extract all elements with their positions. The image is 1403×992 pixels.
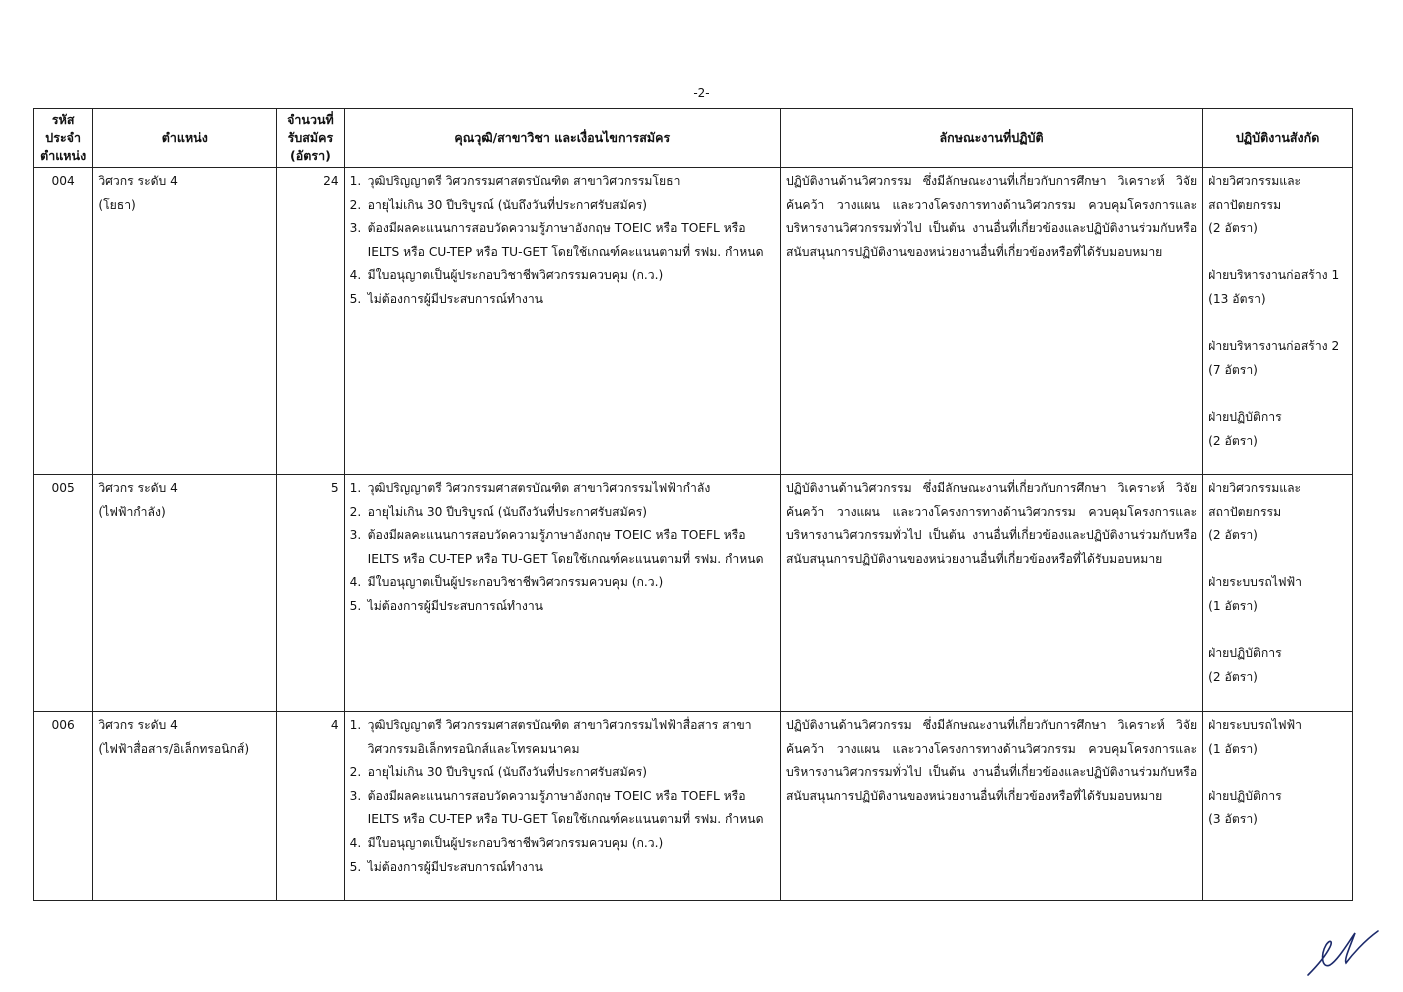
unit-name: ฝ่ายระบบรถไฟฟ้า <box>1208 575 1303 590</box>
header-count-line: จำนวนที่ <box>287 112 334 127</box>
qualification-item: 2. อายุไม่เกิน 30 ปีบริบูรณ์ (นับถึงวันที่ประกาศรับสมัคร) <box>349 197 648 212</box>
unit-name: ฝ่ายระบบรถไฟฟ้า <box>1208 718 1303 732</box>
table-row <box>34 712 1353 901</box>
unit-name: ฝ่ายวิศวกรรมและสถาปัตยกรรม <box>1208 481 1302 519</box>
header-code-line: รหัส <box>51 112 75 127</box>
position-count: 4 <box>277 712 344 901</box>
qualification-item: 4. มีใบอนุญาตเป็นผู้ประกอบวิชาชีพวิศวกรรมควบคุม (ก.ว.) <box>349 268 664 283</box>
handwritten-signature <box>1300 925 1382 980</box>
position-title-line: (ไฟฟ้าสื่อสาร/อิเล็กทรอนิกส์) <box>98 741 250 756</box>
qualification-item: 2. อายุไม่เกิน 30 ปีบริบูรณ์ (นับถึงวันที่ประกาศรับสมัคร) <box>349 765 648 780</box>
table-row <box>34 475 1353 712</box>
qualification-item: 5. ไม่ต้องการผู้มีประสบการณ์ทำงาน <box>349 859 543 874</box>
unit-quota: (13 อัตรา) <box>1208 291 1266 306</box>
units-cell <box>1203 712 1353 901</box>
units-cell <box>1203 168 1353 475</box>
unit-quota: (7 อัตรา) <box>1208 362 1258 377</box>
duties-cell: ปฏิบัติงานด้านวิศวกรรม ซึ่งมีลักษณะงานที่เกี่ยวกับการศึกษา วิเคราะห์ วิจัย ค้นคว้า วางแผน และวางโครงการทางด้านวิศวกรรม ควบคุมโครงการและบริหารงานวิศวกรรมทั่วไป เป็นต้น งานอื่นที่เกี่ยวข้องและปฏิบัติงานร่วมกับหรือสนับสนุนการปฏิบัติงานของหน่วยงานอื่นที่เกี่ยวข้องหรือที่ได้รับมอบหมาย <box>780 475 1202 712</box>
unit-name: ฝ่ายปฏิบัติการ <box>1208 788 1282 803</box>
position-code: 005 <box>34 475 93 712</box>
unit-quota: (3 อัตรา) <box>1208 812 1258 827</box>
header-position: ตำแหน่ง <box>93 109 277 168</box>
qualification-item: 4. มีใบอนุญาตเป็นผู้ประกอบวิชาชีพวิศวกรรมควบคุม (ก.ว.) <box>349 575 664 590</box>
unit-name: ฝ่ายบริหารงานก่อสร้าง 2 <box>1208 339 1340 354</box>
qualification-item: 1. วุฒิปริญญาตรี วิศวกรรมศาสตรบัณฑิต สาขาวิศวกรรมโยธา <box>349 174 681 188</box>
unit-group <box>1208 642 1347 689</box>
position-title <box>93 712 277 901</box>
unit-quota: (2 อัตรา) <box>1208 433 1258 448</box>
units-cell <box>1203 475 1353 712</box>
position-count: 5 <box>277 475 344 712</box>
unit-quota: (2 อัตรา) <box>1208 221 1258 236</box>
qualifications-list <box>350 477 775 619</box>
position-title-line: (โยธา) <box>98 197 136 212</box>
unit-name: ฝ่ายวิศวกรรมและสถาปัตยกรรม <box>1208 174 1302 212</box>
table-header <box>34 109 1353 168</box>
qualification-item: 5. ไม่ต้องการผู้มีประสบการณ์ทำงาน <box>349 598 543 613</box>
qualification-item: 3. ต้องมีผลคะแนนการสอบวัดความรู้ภาษาอังกฤษ TOEIC หรือ TOEFL หรือ IELTS หรือ CU-TEP หรือ TU-GET โดยใช้เกณฑ์คะแนนตามที่ รฟม. กำหนด <box>349 221 764 259</box>
page-number: -2- <box>693 86 710 100</box>
unit-group <box>1208 264 1347 311</box>
duties-cell: ปฏิบัติงานด้านวิศวกรรม ซึ่งมีลักษณะงานที่เกี่ยวกับการศึกษา วิเคราะห์ วิจัย ค้นคว้า วางแผน และวางโครงการทางด้านวิศวกรรม ควบคุมโครงการและบริหารงานวิศวกรรมทั่วไป เป็นต้น งานอื่นที่เกี่ยวข้องและปฏิบัติงานร่วมกับหรือสนับสนุนการปฏิบัติงานของหน่วยงานอื่นที่เกี่ยวข้องหรือที่ได้รับมอบหมาย <box>780 712 1202 901</box>
header-code <box>34 109 93 168</box>
unit-group <box>1208 477 1347 548</box>
qualifications-list <box>350 714 775 879</box>
position-title-line: วิศวกร ระดับ 4 <box>98 481 178 495</box>
qualifications-cell <box>344 475 780 712</box>
unit-group <box>1208 406 1347 453</box>
header-code-line: ประจำ <box>45 130 82 145</box>
unit-group <box>1208 714 1347 761</box>
unit-quota: (1 อัตรา) <box>1208 741 1258 756</box>
header-row <box>34 109 1353 168</box>
unit-group <box>1208 335 1347 382</box>
qualifications-list <box>350 170 775 312</box>
position-title <box>93 168 277 475</box>
unit-name: ฝ่ายปฏิบัติการ <box>1208 409 1282 424</box>
header-count-line: รับสมัคร <box>287 130 334 145</box>
qualification-item: 5. ไม่ต้องการผู้มีประสบการณ์ทำงาน <box>349 291 543 306</box>
unit-quota: (2 อัตรา) <box>1208 669 1258 684</box>
qualifications-cell <box>344 168 780 475</box>
position-code: 006 <box>34 712 93 901</box>
position-title-line: วิศวกร ระดับ 4 <box>98 718 178 732</box>
table-body <box>34 168 1353 901</box>
unit-group <box>1208 170 1347 241</box>
position-count: 24 <box>277 168 344 475</box>
qualification-item: 1. วุฒิปริญญาตรี วิศวกรรมศาสตรบัณฑิต สาขาวิศวกรรมไฟฟ้าสื่อสาร สาขาวิศวกรรมอิเล็กทรอนิกส์และโทรคมนาคม <box>349 718 752 756</box>
header-count-line: (อัตรา) <box>290 148 331 163</box>
unit-group <box>1208 785 1347 832</box>
qualification-item: 2. อายุไม่เกิน 30 ปีบริบูรณ์ (นับถึงวันที่ประกาศรับสมัคร) <box>349 504 648 519</box>
qualification-item: 4. มีใบอนุญาตเป็นผู้ประกอบวิชาชีพวิศวกรรมควบคุม (ก.ว.) <box>349 835 664 850</box>
position-title-line: (ไฟฟ้ากำลัง) <box>98 504 166 519</box>
header-duties: ลักษณะงานที่ปฏิบัติ <box>780 109 1202 168</box>
position-title-line: วิศวกร ระดับ 4 <box>98 174 178 188</box>
unit-group <box>1208 571 1347 618</box>
unit-quota: (1 อัตรา) <box>1208 598 1258 613</box>
qualification-item: 3. ต้องมีผลคะแนนการสอบวัดความรู้ภาษาอังกฤษ TOEIC หรือ TOEFL หรือ IELTS หรือ CU-TEP หรือ TU-GET โดยใช้เกณฑ์คะแนนตามที่ รฟม. กำหนด <box>349 788 764 827</box>
position-code: 004 <box>34 168 93 475</box>
job-positions-table <box>33 108 1353 901</box>
header-count <box>277 109 344 168</box>
unit-name: ฝ่ายปฏิบัติการ <box>1208 646 1282 661</box>
unit-name: ฝ่ายบริหารงานก่อสร้าง 1 <box>1208 268 1340 283</box>
duties-cell: ปฏิบัติงานด้านวิศวกรรม ซึ่งมีลักษณะงานที่เกี่ยวกับการศึกษา วิเคราะห์ วิจัย ค้นคว้า วางแผน และวางโครงการทางด้านวิศวกรรม ควบคุมโครงการและบริหารงานวิศวกรรมทั่วไป เป็นต้น งานอื่นที่เกี่ยวข้องและปฏิบัติงานร่วมกับหรือสนับสนุนการปฏิบัติงานของหน่วยงานอื่นที่เกี่ยวข้องหรือที่ได้รับมอบหมาย <box>780 168 1202 475</box>
table-row <box>34 168 1353 475</box>
qualification-item: 3. ต้องมีผลคะแนนการสอบวัดความรู้ภาษาอังกฤษ TOEIC หรือ TOEFL หรือ IELTS หรือ CU-TEP หรือ TU-GET โดยใช้เกณฑ์คะแนนตามที่ รฟม. กำหนด <box>349 528 764 566</box>
header-qualifications: คุณวุฒิ/สาขาวิชา และเงื่อนไขการสมัคร <box>344 109 780 168</box>
position-title <box>93 475 277 712</box>
unit-quota: (2 อัตรา) <box>1208 528 1258 543</box>
header-code-line: ตำแหน่ง <box>40 148 87 163</box>
header-units: ปฏิบัติงานสังกัด <box>1203 109 1353 168</box>
qualification-item: 1. วุฒิปริญญาตรี วิศวกรรมศาสตรบัณฑิต สาขาวิศวกรรมไฟฟ้ากำลัง <box>349 481 711 495</box>
qualifications-cell <box>344 712 780 901</box>
